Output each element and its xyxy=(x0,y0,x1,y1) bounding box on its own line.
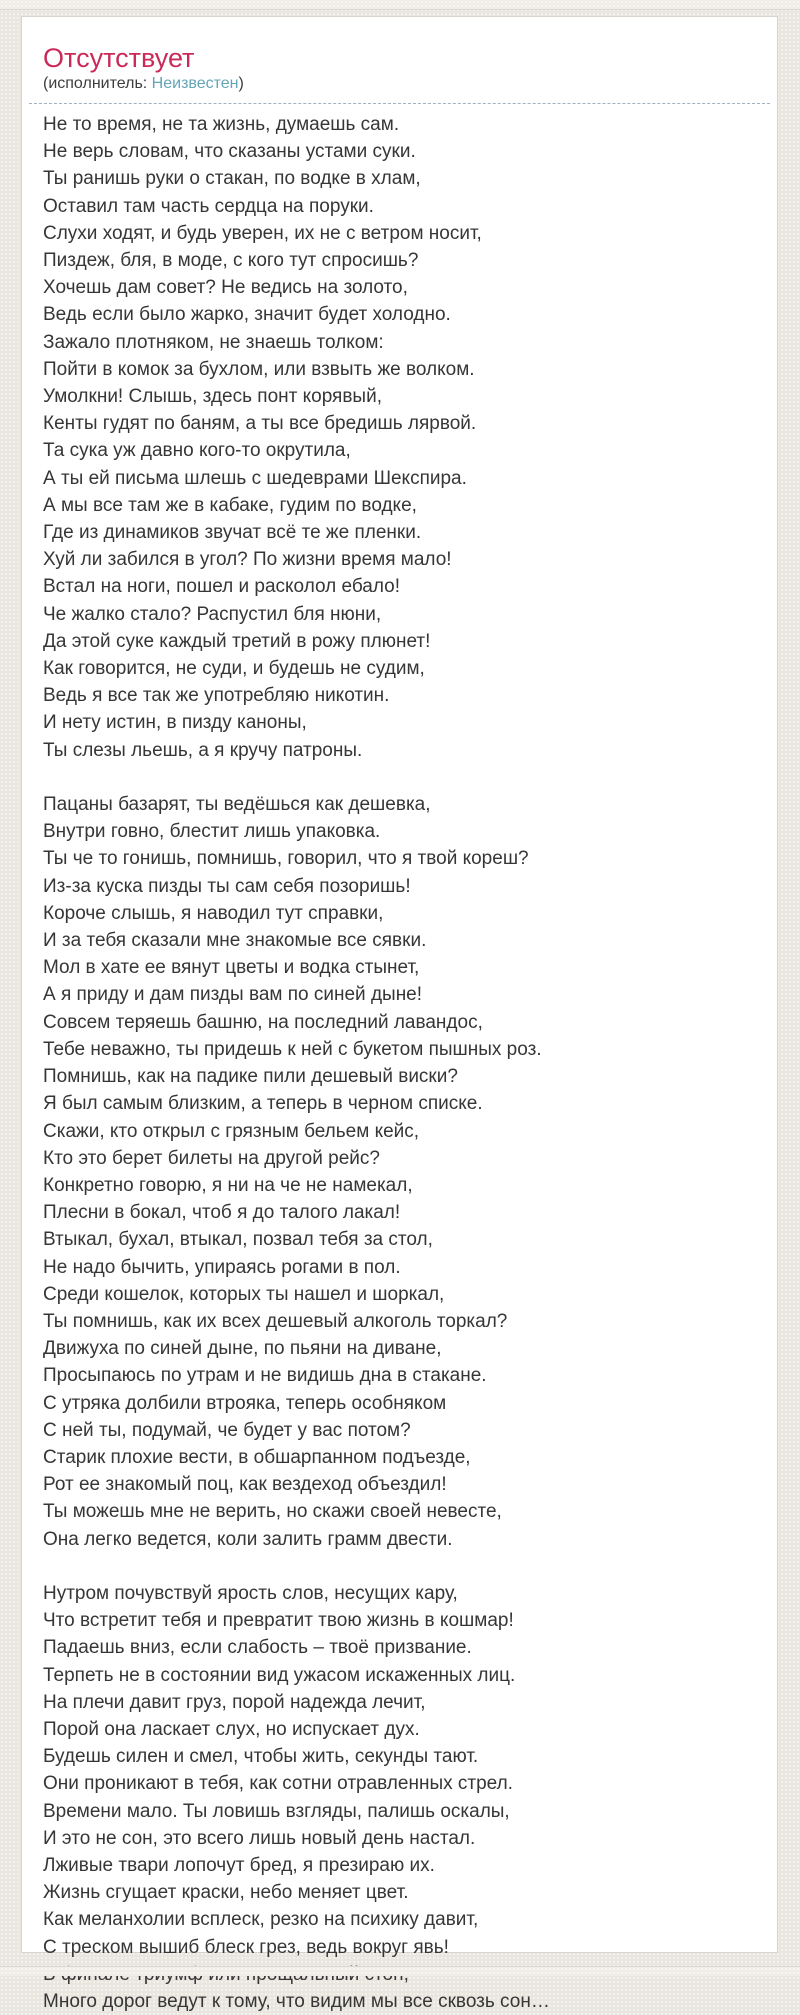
dashed-separator xyxy=(29,103,770,104)
lyric-line: Слухи ходят, и будь уверен, их не с ветром носит, xyxy=(43,222,482,244)
lyric-line: Ведь если было жарко, значит будет холодно. xyxy=(43,304,451,326)
lyric-line: А мы все там же в кабаке, гудим по водке, xyxy=(43,494,417,516)
lyric-line: Я был самым близким, а теперь в черном списке. xyxy=(43,1093,483,1115)
lyric-line: Среди кошелок, которых ты нашел и шоркал, xyxy=(43,1283,445,1305)
lyric-line: Ведь я все так же употребляю никотин. xyxy=(43,685,390,707)
lyric-line: Будешь силен и смел, чтобы жить, секунды тают. xyxy=(43,1746,479,1768)
lyric-line: Как меланхолии всплеск, резко на психику давит, xyxy=(43,1909,479,1931)
lyric-line: С ней ты, подумай, че будет у вас потом? xyxy=(43,1419,411,1441)
lyrics-text xyxy=(43,111,755,2015)
lyric-line: Она легко ведется, коли залить грамм двести. xyxy=(43,1528,453,1550)
lyric-line: Не надо бычить, упираясь рогами в пол. xyxy=(43,1256,401,1278)
lyric-line: Та сука уж давно кого-то окрутила, xyxy=(43,440,351,462)
lyric-line: Ты можешь мне не верить, но скажи своей невесте, xyxy=(43,1501,502,1523)
stanza xyxy=(43,1580,755,2015)
lyric-line: А ты ей письма шлешь с шедеврами Шекспира. xyxy=(43,467,467,489)
lyric-line: Умолкни! Слышь, здесь понт корявый, xyxy=(43,386,382,408)
lyric-line: Тебе неважно, ты придешь к ней с букетом пышных роз. xyxy=(43,1038,542,1060)
lyric-line: И нету истин, в пизду каноны, xyxy=(43,712,307,734)
lyric-line: Они проникают в тебя, как сотни отравленных стрел. xyxy=(43,1773,513,1795)
lyric-line: Не то время, не та жизнь, думаешь сам. xyxy=(43,114,400,135)
lyric-line: Ты ранишь руки о стакан, по водке в хлам, xyxy=(43,168,421,190)
lyric-line: Мол в хате ее вянут цветы и водка стынет, xyxy=(43,957,420,979)
lyric-line: Да этой суке каждый третий в рожу плюнет! xyxy=(43,630,431,652)
lyric-line: Где из динамиков звучат всё те же пленки. xyxy=(43,522,422,544)
lyric-line: Короче слышь, я наводил тут справки, xyxy=(43,902,384,924)
lyric-line: Зажало плотняком, не знаешь толком: xyxy=(43,331,384,353)
lyric-line: Из-за куска пизды ты сам себя позоришь! xyxy=(43,875,411,897)
lyric-line: Пойти в комок за бухлом, или взвыть же волком. xyxy=(43,358,475,380)
page-bottom-edge xyxy=(0,1966,800,1976)
lyric-line: Как говорится, не суди, и будешь не судим, xyxy=(43,658,425,680)
lyric-line: Падаешь вниз, если слабость – твоё призвание. xyxy=(43,1637,472,1659)
lyric-line: Пацаны базарят, ты ведёшься как дешевка, xyxy=(43,794,431,816)
lyric-line: Скажи, кто открыл с грязным бельем кейс, xyxy=(43,1120,420,1142)
lyric-line: Че жалко стало? Распустил бля нюни, xyxy=(43,603,382,625)
artist-label-suffix: ) xyxy=(238,75,244,92)
lyric-line: Лживые твари лопочут бред, я презираю их. xyxy=(43,1854,435,1876)
page-top-edge xyxy=(0,0,800,10)
lyric-line: Просыпаюсь по утрам и не видишь дна в стакане. xyxy=(43,1365,487,1387)
lyric-line: Внутри говно, блестит лишь упаковка. xyxy=(43,821,381,843)
lyric-line: Ты помнишь, как их всех дешевый алкоголь торкал? xyxy=(43,1310,508,1332)
lyric-line: Хуй ли забился в угол? По жизни время мало! xyxy=(43,549,452,571)
lyric-line: Порой она ласкает слух, но испускает дух. xyxy=(43,1718,420,1740)
lyric-line: Хочешь дам совет? Не ведись на золото, xyxy=(43,277,408,299)
artist-line xyxy=(43,74,755,94)
lyric-line: На плечи давит груз, порой надежда лечит, xyxy=(43,1691,426,1713)
lyric-line: С утряка долбили втрояка, теперь особняком xyxy=(43,1392,447,1414)
lyric-line: Втыкал, бухал, втыкал, позвал тебя за стол, xyxy=(43,1229,433,1251)
lyric-line: Много дорог ведут к тому, что видим мы все сквозь сон… xyxy=(43,1990,550,2012)
lyric-line: С треском вышиб блеск грез, ведь вокруг явь! xyxy=(43,1936,449,1958)
lyric-line: Встал на ноги, пошел и расколол ебало! xyxy=(43,576,401,598)
lyric-line: И за тебя сказали мне знакомые все сявки. xyxy=(43,930,427,952)
lyric-line: И это не сон, это всего лишь новый день настал. xyxy=(43,1827,476,1849)
song-title-link[interactable]: Отсутствует xyxy=(43,43,195,73)
lyric-line: Рот ее знакомый поц, как вездеход объездил! xyxy=(43,1474,447,1496)
lyric-line: Старик плохие вести, в обшарпанном подъезде, xyxy=(43,1446,471,1468)
artist-link[interactable]: Неизвестен xyxy=(151,75,239,92)
lyric-line: Плесни в бокал, чтоб я до талого лакал! xyxy=(43,1202,401,1224)
lyric-line: Ты слезы льешь, а я кручу патроны. xyxy=(43,739,363,761)
lyric-line: А я приду и дам пизды вам по синей дыне! xyxy=(43,984,423,1006)
lyric-line: Оставил там часть сердца на поруки. xyxy=(43,195,374,217)
lyric-line: Совсем теряешь башню, на последний лавандос, xyxy=(43,1011,483,1033)
lyric-line: Помнишь, как на падике пили дешевый виски? xyxy=(43,1066,458,1088)
lyric-line: Движуха по синей дыне, по пьяни на диване, xyxy=(43,1338,442,1360)
lyric-line: Пиздеж, бля, в моде, с кого тут спросишь? xyxy=(43,250,419,272)
lyric-line: Жизнь сгущает краски, небо меняет цвет. xyxy=(43,1882,409,1904)
stanza xyxy=(43,111,755,764)
lyric-line: Что встретит тебя и превратит твою жизнь в кошмар! xyxy=(43,1610,514,1632)
lyric-line: Кенты гудят по баням, а ты все бредишь лярвой. xyxy=(43,413,477,435)
artist-label-prefix: (исполнитель: xyxy=(43,75,152,92)
lyric-line: Ты че то гонишь, помнишь, говорил, что я твой кореш? xyxy=(43,848,529,870)
lyric-line: Не верь словам, что сказаны устами суки. xyxy=(43,141,416,163)
lyric-line: Времени мало. Ты ловишь взгляды, палишь оскалы, xyxy=(43,1800,510,1822)
lyrics-card xyxy=(21,16,778,2012)
lyric-line: Терпеть не в состоянии вид ужасом искаженных лиц. xyxy=(43,1664,516,1686)
lyric-line: Нутром почувствуй ярость слов, несущих кару, xyxy=(43,1582,458,1604)
stanza xyxy=(43,791,755,1553)
lyric-line: Кто это берет билеты на другой рейс? xyxy=(43,1147,380,1169)
lyric-line: Конкретно говорю, я ни на че не намекал, xyxy=(43,1174,413,1196)
